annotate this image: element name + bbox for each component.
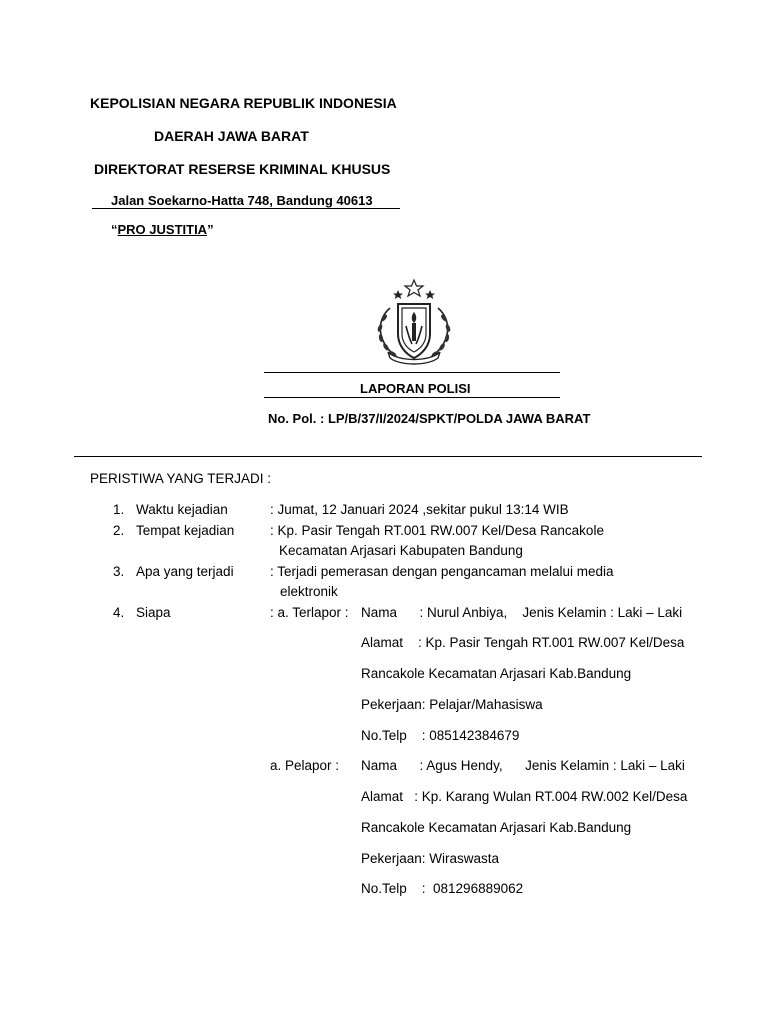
title-bottom-rule: [264, 397, 560, 398]
item-value: : Terjadi pemerasan dengan pengancaman melalui media: [270, 564, 614, 579]
terlapor-role: : a. Terlapor :: [270, 605, 349, 620]
police-emblem-icon: [368, 278, 460, 366]
pro-justitia-close-quote: ”: [207, 222, 214, 237]
item-label: Waktu kejadian: [136, 502, 228, 517]
terlapor-telp: No.Telp : 085142384679: [361, 728, 520, 743]
title-top-rule: [264, 372, 560, 373]
header-directorate: DIREKTORAT RESERSE KRIMINAL KHUSUS: [94, 161, 391, 177]
report-title: LAPORAN POLISI: [360, 381, 471, 396]
pelapor-alamat-continued: Rancakole Kecamatan Arjasari Kab.Bandung: [361, 820, 632, 835]
item-value-continued: elektronik: [280, 584, 338, 599]
pelapor-nama: Nama : Agus Hendy, Jenis Kelamin : Laki – Laki: [361, 758, 685, 773]
pro-justitia-label: PRO JUSTITIA: [117, 222, 208, 237]
item-label: Tempat kejadian: [136, 523, 235, 538]
header-region: DAERAH JAWA BARAT: [154, 128, 309, 144]
item-number: 4.: [113, 605, 125, 620]
pro-justitia: [111, 222, 214, 237]
terlapor-alamat: Alamat : Kp. Pasir Tengah RT.001 RW.007 Kel/Desa: [361, 635, 685, 650]
pro-justitia-open-quote: “: [111, 222, 118, 237]
terlapor-alamat-continued: Rancakole Kecamatan Arjasari Kab.Bandung: [361, 666, 632, 681]
item-number: 1.: [113, 502, 125, 517]
item-number: 3.: [113, 564, 125, 579]
pelapor-role: a. Pelapor :: [270, 758, 340, 773]
item-value-continued: Kecamatan Arjasari Kabupaten Bandung: [279, 543, 523, 558]
report-number: No. Pol. : LP/B/37/I/2024/SPKT/POLDA JAWA BARAT: [268, 411, 591, 426]
section-divider: [74, 456, 702, 457]
item-value: : Jumat, 12 Januari 2024 ,sekitar pukul 13:14 WIB: [270, 502, 569, 517]
section-heading: PERISTIWA YANG TERJADI :: [90, 471, 272, 486]
item-value: : Kp. Pasir Tengah RT.001 RW.007 Kel/Desa Rancakole: [270, 523, 604, 538]
terlapor-nama: Nama : Nurul Anbiya, Jenis Kelamin : Laki – Laki: [361, 605, 683, 620]
pelapor-telp: No.Telp : 081296889062: [361, 881, 524, 896]
header-institution: KEPOLISIAN NEGARA REPUBLIK INDONESIA: [90, 95, 397, 111]
pelapor-pekerjaan: Pekerjaan: Wiraswasta: [361, 851, 500, 866]
item-number: 2.: [113, 523, 125, 538]
address-underline: [92, 208, 400, 209]
header-address: Jalan Soekarno-Hatta 748, Bandung 40613: [111, 193, 373, 208]
pelapor-alamat: Alamat : Kp. Karang Wulan RT.004 RW.002 Kel/Desa: [361, 789, 688, 804]
item-label: Apa yang terjadi: [136, 564, 234, 579]
terlapor-pekerjaan: Pekerjaan: Pelajar/Mahasiswa: [361, 697, 543, 712]
item-label: Siapa: [136, 605, 171, 620]
